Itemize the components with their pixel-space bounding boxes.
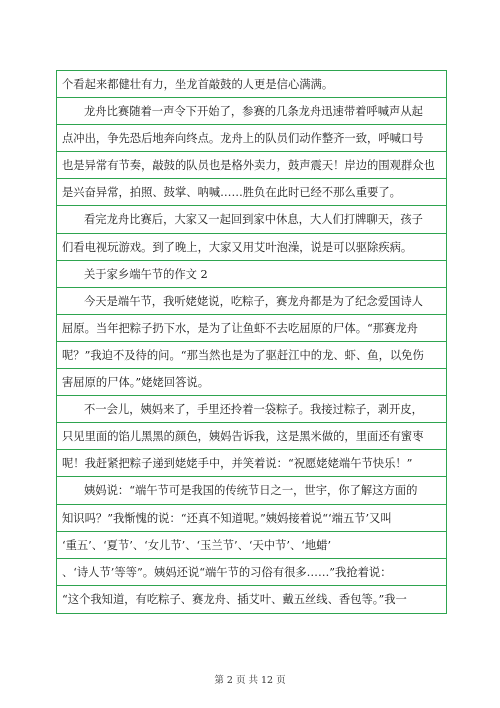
- text-line: 关于家乡端午节的作文 2: [57, 261, 446, 288]
- page-footer: 第 2 页 共 12 页: [214, 675, 286, 686]
- text-line: 龙舟比赛随着一声令下开始了，参赛的几条龙舟迅速带着呼喊声从起: [57, 98, 446, 125]
- text-line: 、‘诗人节’等等”。姨妈还说“端午节的习俗有很多……”我抢着说：: [57, 559, 446, 586]
- text-line: 呢？”我迫不及待的问。“那当然也是为了驱赶江中的龙、虾、鱼，以免伤: [57, 342, 446, 369]
- text-line: 个看起来都健壮有力，坐龙首敲鼓的人更是信心满满。: [57, 71, 446, 98]
- text-line: 只见里面的馅儿黑黑的颜色，姨妈告诉我，这是黑米做的，里面还有蜜枣: [57, 423, 446, 450]
- text-line: “这个我知道，有吃粽子、赛龙舟、插艾叶、戴五丝线、香包等。”我一: [62, 592, 407, 606]
- text-line: 们看电视玩游戏。到了晚上，大家又用艾叶泡澡，说是可以驱除疾病。: [57, 234, 446, 261]
- text-line: 点冲出，争先恐后地奔向终点。龙舟上的队员们动作整齐一致，呼喊口号: [57, 125, 446, 152]
- text-line: ‘重五’、‘夏节’、‘女儿节’、‘玉兰节’、‘天中节’、‘地蜡’: [57, 532, 446, 559]
- text-grid: [56, 70, 447, 614]
- text-line: 看完龙舟比赛后，大家又一起回到家中休息，大人们打牌聊天，孩子: [57, 206, 446, 233]
- text-line: 姨妈说：“端午节可是我国的传统节日之一，世宇，你了解这方面的: [57, 477, 446, 504]
- text-line: 害屈原的尸体。”姥姥回答说。: [57, 369, 446, 396]
- text-line: 也是异常有节奏，敲鼓的队员也是格外卖力，鼓声震天！岸边的围观群众也: [57, 152, 446, 179]
- text-line: 不一会儿，姨妈来了，手里还拎着一袋粽子。我接过粽子，剥开皮，: [57, 396, 446, 423]
- text-line: 是兴奋异常，拍照、鼓掌、呐喊……胜负在此时已经不那么重要了。: [57, 179, 446, 206]
- text-line: 屈原。当年把粽子扔下水，是为了让鱼虾不去吃屈原的尸体。“那赛龙舟: [57, 315, 446, 342]
- text-line: 今天是端午节，我听姥姥说，吃粽子，赛龙舟都是为了纪念爱国诗人: [57, 288, 446, 315]
- text-line: 知识吗？”我惭愧的说：“还真不知道呢。”姨妈接着说“‘端五节’又叫: [57, 505, 446, 532]
- text-line: 呢！我赶紧把粽子递到姥姥手中，并笑着说：“祝愿姥姥端午节快乐！”: [57, 450, 446, 477]
